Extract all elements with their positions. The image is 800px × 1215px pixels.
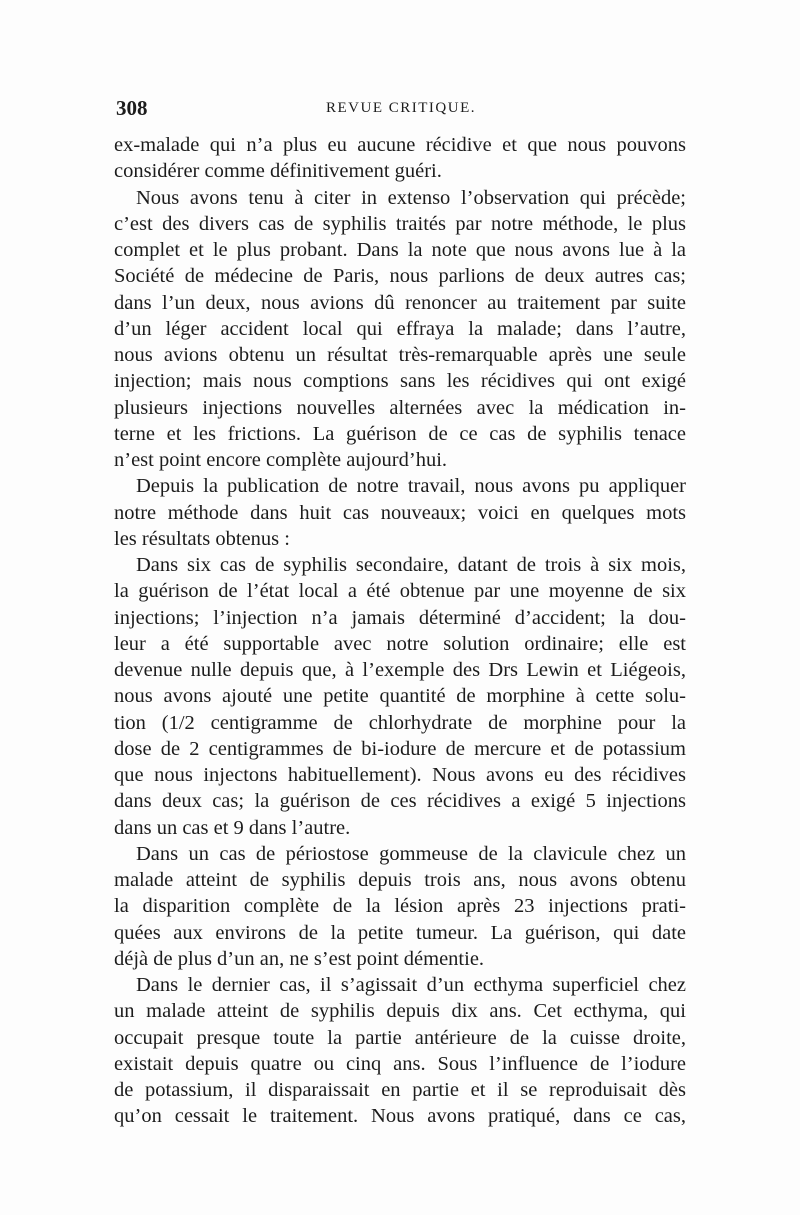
text-line: déjà de plus d’un an, ne s’est point démentie.: [114, 947, 485, 970]
text-line: dans un cas et 9 dans l’autre.: [114, 816, 351, 839]
text-line: nous avions obtenu un résultat très-remarquable après une seule: [114, 344, 686, 366]
text-line: nous avons ajouté une petite quantité de morphine à cette solu-: [114, 685, 686, 708]
text-line: ex-malade qui n’a plus eu aucune récidive et que nous pouvons: [114, 134, 686, 156]
text-line: occupait presque toute la partie antérieure de la cuisse droite,: [114, 1026, 686, 1049]
page-header: [116, 96, 686, 122]
text-line: tion (1/2 centigramme de chlorhydrate de morphine pour la: [114, 711, 686, 734]
text-line: dose de 2 centigrammes de bi-iodure de mercure et de potassium: [114, 737, 686, 760]
body-text: [114, 132, 686, 1130]
text-line: c’est des divers cas de syphilis traités par notre méthode, le plus: [114, 212, 686, 235]
text-line: un malade atteint de syphilis depuis dix ans. Cet ecthyma, qui: [114, 1000, 686, 1023]
text-line: d’un léger accident local qui effraya la malade; dans l’autre,: [114, 317, 686, 340]
text-line: la guérison de l’état local a été obtenue par une moyenne de six: [114, 580, 686, 603]
text-line: dans l’un deux, nous avions dû renoncer au traitement par suite: [114, 291, 686, 314]
text-line: plusieurs injections nouvelles alternées avec la médication in-: [114, 396, 686, 419]
text-line: terne et les frictions. La guérison de ce cas de syphilis tenace: [114, 422, 686, 445]
text-line: leur a été supportable avec notre solution ordinaire; elle est: [114, 632, 686, 655]
text-line: notre méthode dans huit cas nouveaux; voici en quelques mots: [114, 501, 686, 524]
running-head: REVUE CRITIQUE.: [326, 100, 476, 116]
text-line: la disparition complète de la lésion après 23 injections prati-: [114, 895, 686, 918]
text-line: Nous avons tenu à citer in extenso l’observation qui précède;: [136, 186, 686, 209]
text-line: devenue nulle depuis que, à l’exemple des Drs Lewin et Liégeois,: [114, 659, 686, 681]
text-line: les résultats obtenus :: [114, 527, 290, 550]
text-line: Dans le dernier cas, il s’agissait d’un ecthyma superficiel chez: [136, 974, 686, 996]
text-line: considérer comme définitivement guéri.: [114, 160, 442, 183]
text-line: que nous injectons habituellement). Nous avons eu des récidives: [114, 764, 686, 786]
text-line: injection; mais nous comptions sans les récidives qui ont exigé: [114, 370, 686, 393]
page-number: 308: [116, 96, 148, 120]
text-line: qu’on cessait le traitement. Nous avons pratiqué, dans ce cas,: [114, 1105, 686, 1128]
text-line: quées aux environs de la petite tumeur. La guérison, qui date: [114, 921, 686, 944]
text-line: Depuis la publication de notre travail, nous avons pu appliquer: [136, 475, 686, 498]
text-line: n’est point encore complète aujourd’hui.: [114, 449, 448, 471]
text-line: malade atteint de syphilis depuis trois ans, nous avons obtenu: [114, 869, 686, 891]
text-line: Dans un cas de périostose gommeuse de la clavicule chez un: [136, 842, 686, 865]
text-line: de potassium, il disparaissait en partie et il se reproduisait dès: [114, 1079, 686, 1101]
text-line: dans deux cas; la guérison de ces récidives a exigé 5 injections: [114, 790, 686, 813]
text-line: injections; l’injection n’a jamais déterminé d’accident; la dou-: [114, 606, 686, 629]
text-line: complet et le plus probant. Dans la note que nous avons lue à la: [114, 239, 686, 261]
text-line: Société de médecine de Paris, nous parlions de deux autres cas;: [114, 265, 686, 288]
text-line: existait depuis quatre ou cinq ans. Sous l’influence de l’iodure: [114, 1052, 686, 1075]
text-line: Dans six cas de syphilis secondaire, datant de trois à six mois,: [136, 554, 686, 576]
